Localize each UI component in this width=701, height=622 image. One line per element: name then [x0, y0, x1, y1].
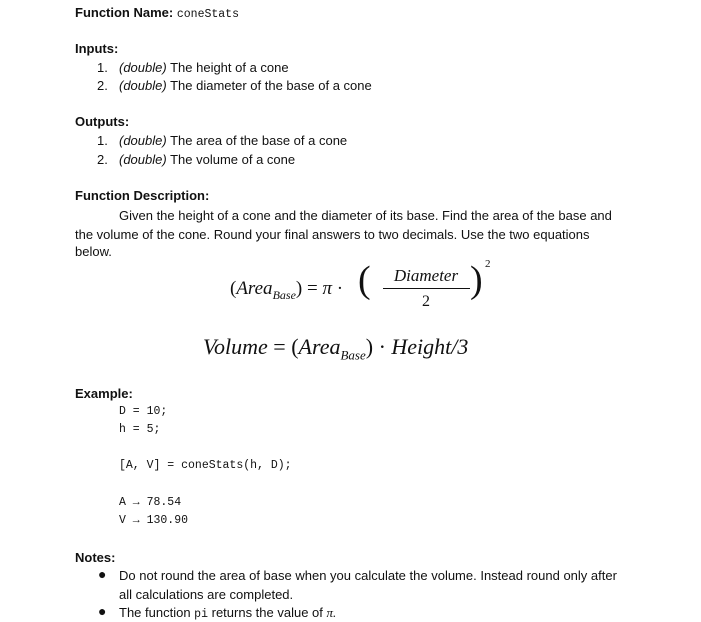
input-type: (double) [119, 60, 167, 75]
notes-heading: Notes: [75, 550, 116, 565]
output-item: 1. (double) The area of the base of a cone [97, 133, 348, 148]
inline-code: pi [194, 608, 208, 621]
fraction-bar [383, 288, 470, 289]
description-heading: Function Description: [75, 188, 210, 203]
inputs-heading: Inputs: [75, 41, 119, 56]
right-paren: ) [470, 259, 483, 301]
left-paren: ( [358, 259, 371, 301]
output-type: (double) [119, 152, 167, 167]
code-line: A → 78.54 [119, 496, 182, 509]
fraction-denominator: 2 [422, 293, 430, 310]
output-text: The area of the base of a cone [170, 133, 348, 148]
function-name-label: Function Name: [75, 5, 174, 20]
area-equation-lhs: (Area$_{Base}$) = π · [230, 278, 344, 302]
fraction-numerator: Diameter [393, 266, 459, 285]
input-text: The diameter of the base of a cone [170, 78, 372, 93]
bullet-icon: ● [98, 603, 107, 619]
code-line: V → 130.90 [119, 514, 189, 527]
note-2: The function pi returns the value of π. [119, 605, 337, 621]
input-type: (double) [119, 78, 167, 93]
input-item: 1. (double) The height of a cone [97, 60, 289, 75]
note-1-line-2: all calculations are completed. [119, 587, 294, 602]
output-item: 2. (double) The volume of a cone [97, 152, 296, 167]
volume-equation: Volume = (Area$_{Base}$) · Height/3 [203, 334, 469, 363]
output-type: (double) [119, 133, 167, 148]
input-item: 2. (double) The diameter of the base of a cone [97, 78, 372, 93]
output-text: The volume of a cone [170, 152, 296, 167]
code-line: D = 10; [119, 405, 168, 418]
function-name-value: coneStats [176, 8, 239, 21]
outputs-heading: Outputs: [75, 114, 130, 129]
exponent: 2 [485, 258, 491, 270]
note-1-line-1: Do not round the area of base when you calculate the volume. Instead round only after [119, 568, 617, 583]
example-heading: Example: [75, 386, 133, 401]
input-text: The height of a cone [170, 60, 289, 75]
code-line: h = 5; [119, 423, 161, 436]
description-line-1: Given the height of a cone and the diameter of its base. Find the area of the base and [119, 208, 612, 223]
bullet-icon: ● [98, 566, 107, 582]
description-line-3: below. [75, 244, 112, 259]
description-line-2: the volume of the cone. Round your final answers to two decimals. Use the two equations [75, 227, 590, 242]
function-name-line [75, 5, 239, 21]
code-line: [A, V] = coneStats(h, D); [119, 459, 292, 472]
